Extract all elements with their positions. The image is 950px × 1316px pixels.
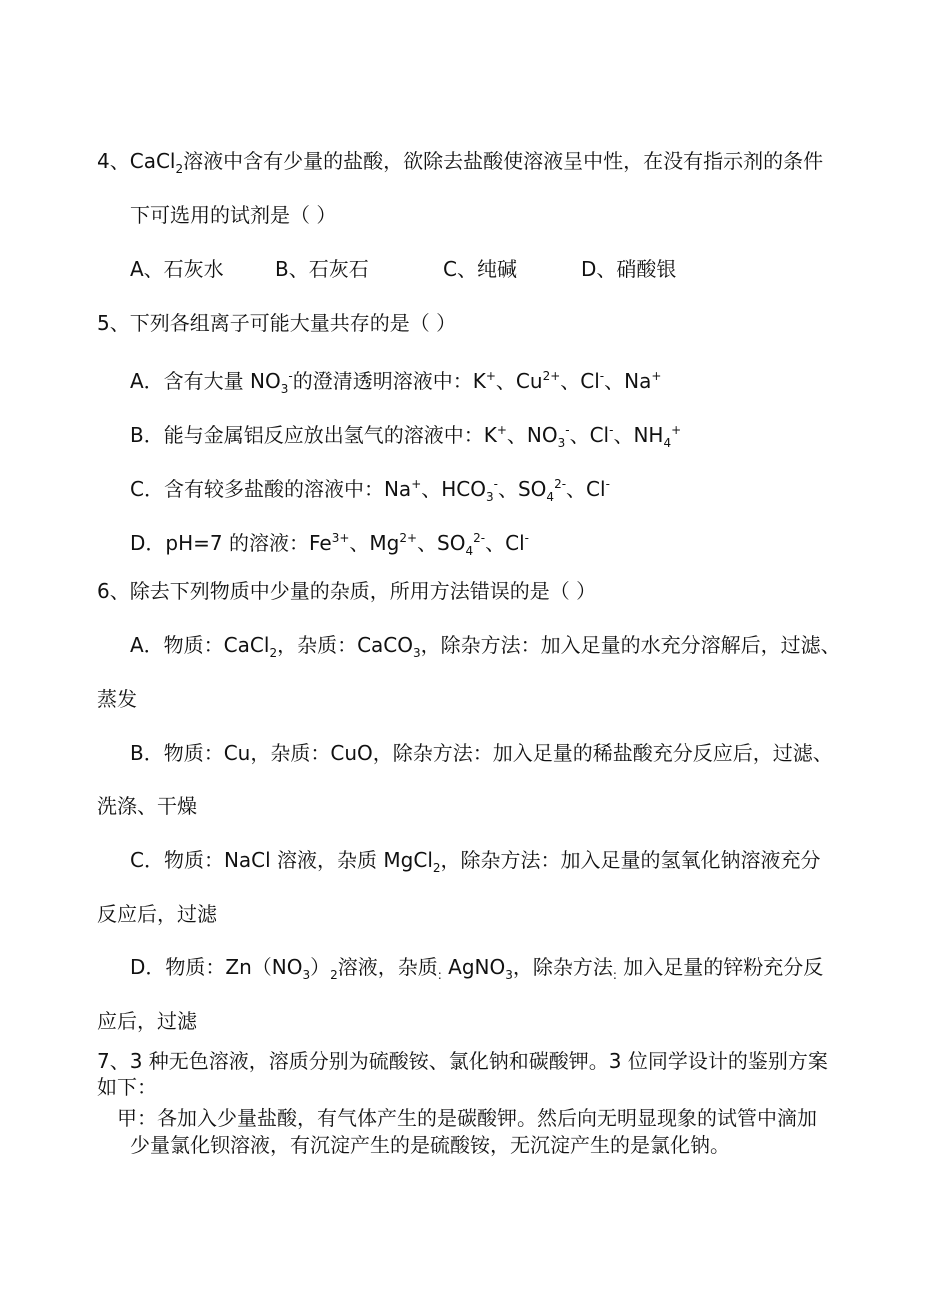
q5-stem: 5、下列各组离子可能大量共存的是（ ） — [97, 311, 457, 335]
q5-option-d: D．pH=7 的溶液：$Fe^{3+}$、$Mg^{2+}$、$SO_4^{2-}$、Cl- — [130, 531, 529, 558]
q6-option-c: C．物质：NaCl 溶液，杂质 MgCl$_2$，除杂方法：加入足量的氢氧化钠溶液充分 — [130, 848, 821, 875]
q7-plan-jia-line2: 少量氯化钡溶液，有沉淀产生的是硫酸铵，无沉淀产生的是氯化钠。 — [130, 1133, 730, 1157]
q6-option-b-continued: 洗涤、干燥 — [97, 794, 197, 818]
q6-option-c-continued: 反应后，过滤 — [97, 902, 217, 926]
q5-option-a: A．含有大量 $NO_3^-$的澄清透明溶液中：K+、$Cu^{2+}$、Cl-、Na+ — [130, 369, 662, 396]
q6-option-a: A．物质：CaCl$_2$，杂质：CaCO$_3$，除杂方法：加入足量的水充分溶解后，过滤、 — [130, 633, 841, 660]
q4-option-b: B、石灰石 — [275, 257, 369, 281]
q4-option-a: A、石灰水 — [130, 257, 224, 281]
q7-plan-jia-line1: 甲：各加入少量盐酸，有气体产生的是碳酸钾。然后向无明显现象的试管中滴加 — [117, 1106, 817, 1130]
q5-option-c: C．含有较多盐酸的溶液中：Na+、$HCO_3^-$、$SO_4^{2-}$、Cl- — [130, 477, 610, 504]
q4-stem-line1: 4、CaCl$_2$溶液中含有少量的盐酸，欲除去盐酸使溶液呈中性，在没有指示剂的条件 — [97, 149, 824, 176]
q6-option-a-continued: 蒸发 — [97, 687, 137, 711]
q7-stem-line2: 如下： — [97, 1075, 157, 1099]
q7-stem-line1: 7、3 种无色溶液，溶质分别为硫酸铵、氯化钠和碳酸钾。3 位同学设计的鉴别方案 — [97, 1049, 828, 1073]
q6-stem: 6、除去下列物质中少量的杂质，所用方法错误的是（ ） — [97, 579, 597, 603]
q4-option-c: C、纯碱 — [443, 257, 517, 281]
q5-option-b: B．能与金属铝反应放出氢气的溶液中：K+、$NO_3^-$、Cl-、$NH_4^+$ — [130, 423, 682, 450]
q6-option-d: D．物质：$Zn(NO_3)_2$溶液，杂质$_:$ AgNO$_3$，除杂方法$_:$ 加入足量的锌粉充分反 — [130, 955, 824, 982]
q4-option-d: D、硝酸银 — [581, 257, 677, 281]
q6-option-b: B．物质：Cu，杂质：CuO，除杂方法：加入足量的稀盐酸充分反应后，过滤、 — [130, 741, 833, 765]
q6-option-d-continued: 应后，过滤 — [97, 1009, 197, 1033]
q4-stem-line2: 下可选用的试剂是（ ） — [130, 203, 337, 227]
